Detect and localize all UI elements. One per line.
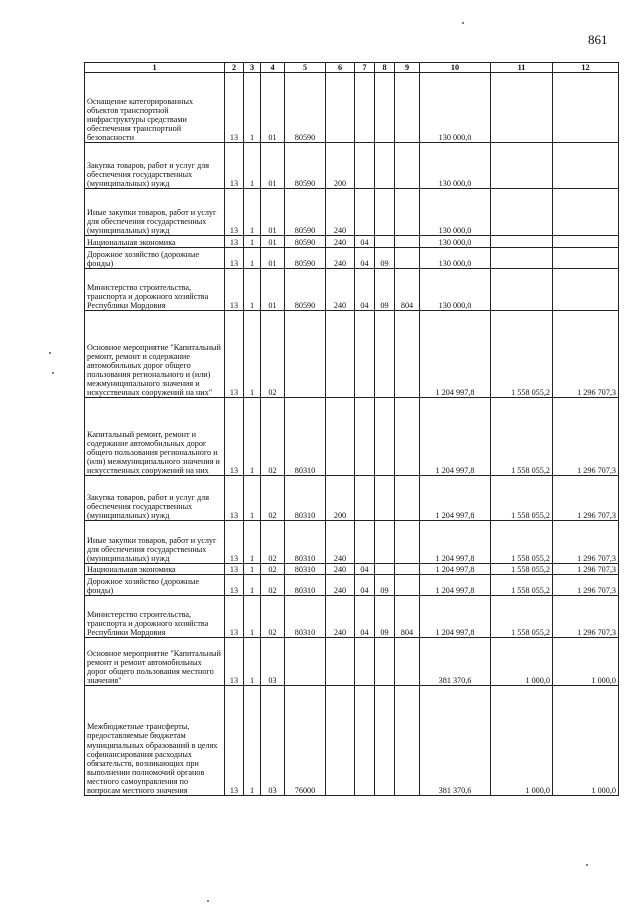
section-code-cell <box>355 521 375 564</box>
amount-cell <box>491 143 553 189</box>
direction-cell: 80310 <box>285 398 326 476</box>
subsection-code-cell <box>375 686 395 796</box>
column-header: 11 <box>491 63 553 73</box>
section-code-cell <box>355 143 375 189</box>
row-name-cell: Оснащение категорированных объектов транспортной инфраструктуры средствами обеспечения транспортной безопасности <box>85 73 225 143</box>
page-number: 861 <box>588 32 608 47</box>
expense-type-cell: 240 <box>326 189 355 236</box>
amount-cell: 381 370,6 <box>420 638 491 686</box>
table-row <box>85 596 619 638</box>
direction-cell: 80310 <box>285 575 326 596</box>
ministry-code-cell <box>395 236 420 248</box>
amount-cell: 1 296 707,3 <box>553 476 619 521</box>
program-cell: 1 <box>244 564 261 575</box>
section-cell: 13 <box>225 311 244 398</box>
row-name-cell: Закупка товаров, работ и услуг для обеспечения государственных (муниципальных) нужд <box>85 476 225 521</box>
column-header: 3 <box>244 63 261 73</box>
table-row <box>85 638 619 686</box>
ministry-code-cell <box>395 143 420 189</box>
section-code-cell: 04 <box>355 269 375 311</box>
section-code-cell: 04 <box>355 248 375 269</box>
subsection-code-cell <box>375 564 395 575</box>
direction-cell: 80590 <box>285 236 326 248</box>
column-header: 8 <box>375 63 395 73</box>
ministry-code-cell <box>395 564 420 575</box>
subsection-code-cell <box>375 189 395 236</box>
amount-cell: 381 370,6 <box>420 686 491 796</box>
amount-cell: 1 296 707,3 <box>553 398 619 476</box>
ministry-code-cell <box>395 311 420 398</box>
section-code-cell <box>355 398 375 476</box>
section-cell: 13 <box>225 398 244 476</box>
subsection-code-cell <box>375 398 395 476</box>
row-name-cell: Основное мероприятие "Капитальный ремонт, ремонт и содержание автомобильных дорог общего пользования регионального и (или) межмуниципального значения и искусственных сооружений на них" <box>85 311 225 398</box>
expense-type-cell: 200 <box>326 476 355 521</box>
scan-speck <box>462 22 464 24</box>
expense-type-cell <box>326 638 355 686</box>
amount-cell <box>553 143 619 189</box>
section-code-cell: 04 <box>355 575 375 596</box>
section-cell: 13 <box>225 686 244 796</box>
table-row <box>85 476 619 521</box>
program-cell: 1 <box>244 596 261 638</box>
program-cell: 1 <box>244 686 261 796</box>
amount-cell: 1 296 707,3 <box>553 596 619 638</box>
ministry-code-cell <box>395 638 420 686</box>
program-cell: 1 <box>244 398 261 476</box>
subprogram-cell: 02 <box>261 311 285 398</box>
program-cell: 1 <box>244 189 261 236</box>
amount-cell <box>491 248 553 269</box>
expense-type-cell <box>326 311 355 398</box>
subprogram-cell: 02 <box>261 575 285 596</box>
amount-cell <box>553 236 619 248</box>
amount-cell: 1 204 997,8 <box>420 311 491 398</box>
section-code-cell <box>355 476 375 521</box>
ministry-code-cell <box>395 521 420 564</box>
expense-type-cell <box>326 686 355 796</box>
column-header: 10 <box>420 63 491 73</box>
amount-cell: 1 000,0 <box>553 686 619 796</box>
section-cell: 13 <box>225 564 244 575</box>
amount-cell <box>491 269 553 311</box>
table-row <box>85 269 619 311</box>
amount-cell: 1 204 997,8 <box>420 564 491 575</box>
section-cell: 13 <box>225 73 244 143</box>
program-cell: 1 <box>244 236 261 248</box>
section-code-cell: 04 <box>355 596 375 638</box>
table-row <box>85 564 619 575</box>
amount-cell: 1 296 707,3 <box>553 564 619 575</box>
scan-speck <box>586 864 588 866</box>
row-name-cell: Закупка товаров, работ и услуг для обеспечения государственных (муниципальных) нужд <box>85 143 225 189</box>
direction-cell: 80310 <box>285 521 326 564</box>
ministry-code-cell <box>395 248 420 269</box>
direction-cell <box>285 311 326 398</box>
subsection-code-cell: 09 <box>375 596 395 638</box>
amount-cell: 1 000,0 <box>491 686 553 796</box>
program-cell: 1 <box>244 476 261 521</box>
subsection-code-cell <box>375 143 395 189</box>
section-cell: 13 <box>225 143 244 189</box>
direction-cell: 80590 <box>285 189 326 236</box>
amount-cell: 1 296 707,3 <box>553 311 619 398</box>
amount-cell: 1 000,0 <box>553 638 619 686</box>
expense-type-cell: 240 <box>326 575 355 596</box>
subprogram-cell: 02 <box>261 521 285 564</box>
table-row <box>85 73 619 143</box>
expense-type-cell: 240 <box>326 596 355 638</box>
amount-cell <box>491 73 553 143</box>
subsection-code-cell <box>375 73 395 143</box>
amount-cell: 1 000,0 <box>491 638 553 686</box>
row-name-cell: Капитальный ремонт, ремонт и содержание автомобильных дорог общего пользования регионального и (или) межмуниципального значения и искусственных сооружений на них <box>85 398 225 476</box>
subsection-code-cell <box>375 638 395 686</box>
scan-speck <box>52 372 54 374</box>
amount-cell <box>553 73 619 143</box>
expense-type-cell: 200 <box>326 143 355 189</box>
direction-cell: 80310 <box>285 564 326 575</box>
ministry-code-cell <box>395 476 420 521</box>
direction-cell: 80310 <box>285 476 326 521</box>
table-row <box>85 248 619 269</box>
section-code-cell <box>355 638 375 686</box>
amount-cell: 1 558 055,2 <box>491 311 553 398</box>
table-row <box>85 686 619 796</box>
amount-cell <box>491 189 553 236</box>
expense-type-cell: 240 <box>326 269 355 311</box>
subprogram-cell: 01 <box>261 248 285 269</box>
subprogram-cell: 02 <box>261 564 285 575</box>
section-code-cell <box>355 311 375 398</box>
subsection-code-cell <box>375 521 395 564</box>
section-cell: 13 <box>225 575 244 596</box>
section-cell: 13 <box>225 596 244 638</box>
subprogram-cell: 03 <box>261 638 285 686</box>
amount-cell <box>553 189 619 236</box>
expense-type-cell <box>326 73 355 143</box>
amount-cell: 1 558 055,2 <box>491 476 553 521</box>
table-row <box>85 521 619 564</box>
subsection-code-cell: 09 <box>375 248 395 269</box>
column-header: 1 <box>85 63 225 73</box>
column-header: 7 <box>355 63 375 73</box>
row-name-cell: Национальная экономика <box>85 564 225 575</box>
amount-cell: 1 296 707,3 <box>553 575 619 596</box>
table-row <box>85 143 619 189</box>
section-cell: 13 <box>225 638 244 686</box>
expense-type-cell: 240 <box>326 521 355 564</box>
ministry-code-cell: 804 <box>395 269 420 311</box>
section-cell: 13 <box>225 236 244 248</box>
section-code-cell: 04 <box>355 236 375 248</box>
direction-cell: 80590 <box>285 73 326 143</box>
amount-cell: 1 204 997,8 <box>420 596 491 638</box>
section-cell: 13 <box>225 248 244 269</box>
amount-cell <box>553 269 619 311</box>
section-code-cell <box>355 686 375 796</box>
amount-cell: 1 558 055,2 <box>491 596 553 638</box>
direction-cell: 80590 <box>285 248 326 269</box>
row-name-cell: Межбюджетные трансферты, предоставляемые бюджетам муниципальных образований в целях софинансирования расходных обязательств, возникающих при выполнении полномочий органов местного самоуправления по вопросам местного значения <box>85 686 225 796</box>
amount-cell: 1 296 707,3 <box>553 521 619 564</box>
amount-cell: 130 000,0 <box>420 269 491 311</box>
amount-cell: 1 558 055,2 <box>491 575 553 596</box>
subsection-code-cell: 09 <box>375 575 395 596</box>
amount-cell: 1 204 997,8 <box>420 476 491 521</box>
ministry-code-cell <box>395 73 420 143</box>
table-row <box>85 311 619 398</box>
column-header: 4 <box>261 63 285 73</box>
amount-cell: 130 000,0 <box>420 143 491 189</box>
ministry-code-cell <box>395 189 420 236</box>
expense-type-cell: 240 <box>326 236 355 248</box>
subsection-code-cell <box>375 311 395 398</box>
subprogram-cell: 01 <box>261 269 285 311</box>
amount-cell: 1 204 997,8 <box>420 575 491 596</box>
direction-cell <box>285 638 326 686</box>
section-cell: 13 <box>225 521 244 564</box>
subsection-code-cell <box>375 236 395 248</box>
ministry-code-cell: 804 <box>395 596 420 638</box>
amount-cell: 1 558 055,2 <box>491 564 553 575</box>
amount-cell: 130 000,0 <box>420 73 491 143</box>
expense-type-cell: 240 <box>326 248 355 269</box>
subsection-code-cell <box>375 476 395 521</box>
column-header: 2 <box>225 63 244 73</box>
program-cell: 1 <box>244 248 261 269</box>
scan-speck <box>207 900 209 902</box>
expense-type-cell: 240 <box>326 564 355 575</box>
section-code-cell: 04 <box>355 564 375 575</box>
subprogram-cell: 02 <box>261 476 285 521</box>
amount-cell: 130 000,0 <box>420 236 491 248</box>
direction-cell: 80590 <box>285 143 326 189</box>
direction-cell: 80310 <box>285 596 326 638</box>
subprogram-cell: 03 <box>261 686 285 796</box>
amount-cell <box>553 248 619 269</box>
table-row <box>85 189 619 236</box>
table-row <box>85 236 619 248</box>
section-code-cell <box>355 73 375 143</box>
row-name-cell: Основное мероприятие "Капитальный ремонт и ремонт автомобильных дорог общего пользования местного значения" <box>85 638 225 686</box>
header-row <box>85 63 619 73</box>
expense-type-cell <box>326 398 355 476</box>
section-cell: 13 <box>225 476 244 521</box>
column-header: 5 <box>285 63 326 73</box>
row-name-cell: Национальная экономика <box>85 236 225 248</box>
row-name-cell: Дорожное хозяйство (дорожные фонды) <box>85 575 225 596</box>
amount-cell: 1 204 997,8 <box>420 398 491 476</box>
amount-cell: 1 204 997,8 <box>420 521 491 564</box>
row-name-cell: Министерство строительства, транспорта и дорожного хозяйства Республики Мордовия <box>85 596 225 638</box>
amount-cell: 130 000,0 <box>420 248 491 269</box>
subprogram-cell: 01 <box>261 236 285 248</box>
direction-cell: 76000 <box>285 686 326 796</box>
amount-cell: 1 558 055,2 <box>491 521 553 564</box>
table-row <box>85 575 619 596</box>
subprogram-cell: 01 <box>261 143 285 189</box>
subprogram-cell: 01 <box>261 189 285 236</box>
section-cell: 13 <box>225 189 244 236</box>
program-cell: 1 <box>244 638 261 686</box>
direction-cell: 80590 <box>285 269 326 311</box>
program-cell: 1 <box>244 521 261 564</box>
row-name-cell: Дорожное хозяйство (дорожные фонды) <box>85 248 225 269</box>
column-header: 9 <box>395 63 420 73</box>
ministry-code-cell <box>395 575 420 596</box>
scan-speck <box>49 352 51 354</box>
program-cell: 1 <box>244 143 261 189</box>
row-name-cell: Министерство строительства, транспорта и дорожного хозяйства Республики Мордовия <box>85 269 225 311</box>
budget-table <box>84 62 619 796</box>
program-cell: 1 <box>244 269 261 311</box>
program-cell: 1 <box>244 575 261 596</box>
column-header: 12 <box>553 63 619 73</box>
column-header: 6 <box>326 63 355 73</box>
ministry-code-cell <box>395 686 420 796</box>
program-cell: 1 <box>244 311 261 398</box>
subsection-code-cell: 09 <box>375 269 395 311</box>
amount-cell <box>491 236 553 248</box>
amount-cell: 1 558 055,2 <box>491 398 553 476</box>
subprogram-cell: 02 <box>261 398 285 476</box>
section-cell: 13 <box>225 269 244 311</box>
amount-cell: 130 000,0 <box>420 189 491 236</box>
program-cell: 1 <box>244 73 261 143</box>
table-row <box>85 398 619 476</box>
row-name-cell: Иные закупки товаров, работ и услуг для обеспечения государственных (муниципальных) нужд <box>85 189 225 236</box>
row-name-cell: Иные закупки товаров, работ и услуг для обеспечения государственных (муниципальных) нужд <box>85 521 225 564</box>
ministry-code-cell <box>395 398 420 476</box>
section-code-cell <box>355 189 375 236</box>
subprogram-cell: 01 <box>261 73 285 143</box>
subprogram-cell: 02 <box>261 596 285 638</box>
